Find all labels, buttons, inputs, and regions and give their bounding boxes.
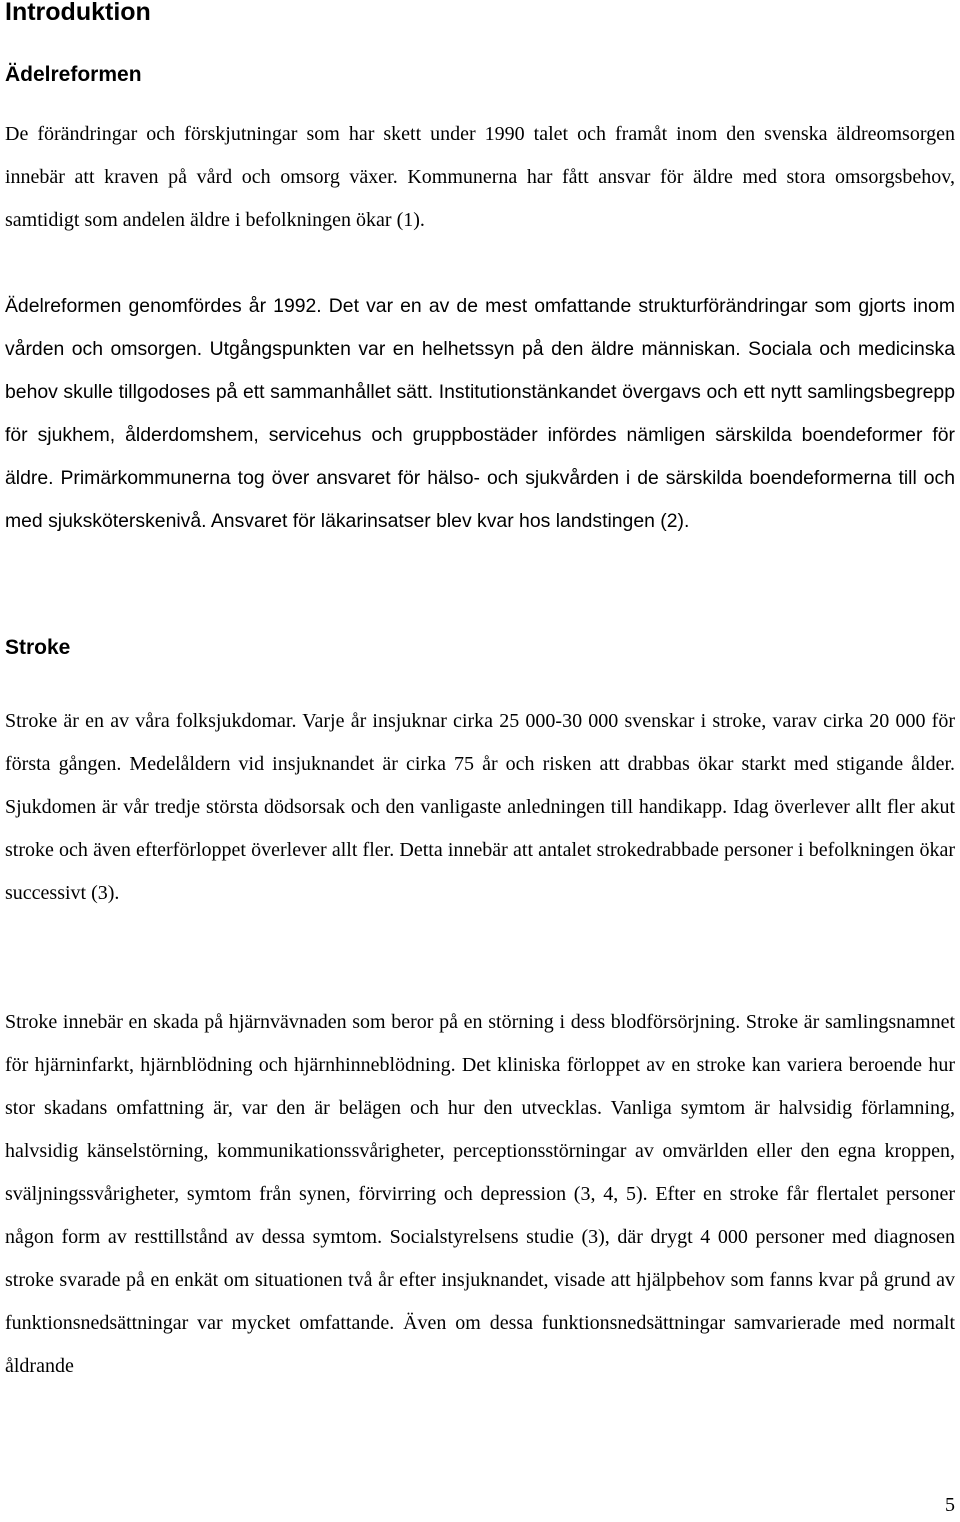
heading-stroke: Stroke [5,636,71,659]
paragraph-2: Ädelreformen genomfördes år 1992. Det var en av de mest omfattande strukturförändringar som gjorts inom vården och omsorgen. Utgångspunkten var en helhetssyn på den äldre människan. Sociala och medicinska behov skulle tillgodoses på ett sammanhållet sätt. Institutionstänkandet övergavs och ett nytt samlingsbegrepp för sjukhem, ålderdomshem, servicehus och gruppbostäder infördes nämligen särskilda boendeformer för äldre. Primärkommunerna tog över ansvaret för hälso- och sjukvården i de särskilda boendeformerna till och med sjuksköterskenivå. Ansvaret för läkarinsatser blev kvar hos landstingen (2). [5,295,955,532]
paragraph-1: De förändringar och förskjutningar som har skett under 1990 talet och framåt inom den svenska äldreomsorgen innebär att kraven på vård och omsorg växer. Kommunerna har fått ansvar för äldre med stora omsorgsbehov, samtidigt som andelen äldre i befolkningen ökar (1). [5,123,955,231]
page-number: 5 [945,1494,955,1516]
heading-adelreformen: Ädelreformen [5,63,142,86]
paragraph-4: Stroke innebär en skada på hjärnvävnaden som beror på en störning i dess blodförsörjning. Stroke är samlingsnamnet för hjärninfarkt, hjärnblödning och hjärnhinneblödning. Det kliniska förloppet av en stroke kan variera beroende hur stor skadans omfattning är, var den är belägen och hur den utvecklas. Vanliga symtom är halvsidig förlamning, halvsidig känselstörning, kommunikationssvårigheter, perceptionsstörningar av omvärlden eller den egna kroppen, sväljningssvårigheter, symtom från synen, förvirring och depression (3, 4, 5). Efter en stroke får flertalet personer någon form av resttillstånd av dessa symtom. Socialstyrelsens studie (3), där drygt 4 000 personer med diagnosen stroke svarade på en enkät om situationen två år efter insjuknandet, visade att hjälpbehov som fanns kvar på grund av funktionsnedsättningar var mycket omfattande. Även om dessa funktionsnedsättningar samvarierade med normalt åldrande [5,1011,955,1377]
paragraph-3: Stroke är en av våra folksjukdomar. Varje år insjuknar cirka 25 000-30 000 svenskar i stroke, varav cirka 20 000 för första gången. Medelåldern vid insjuknandet är cirka 75 år och risken att drabbas ökar starkt med stigande ålder. Sjukdomen är vår tredje största dödsorsak och den vanligaste anledningen till handikapp. Idag överlever allt fler akut stroke och även efterförloppet överlever allt fler. Detta innebär att antalet strokedrabbade personer i befolkningen ökar successivt (3). [5,710,955,904]
heading-introduktion: Introduktion [5,0,151,26]
